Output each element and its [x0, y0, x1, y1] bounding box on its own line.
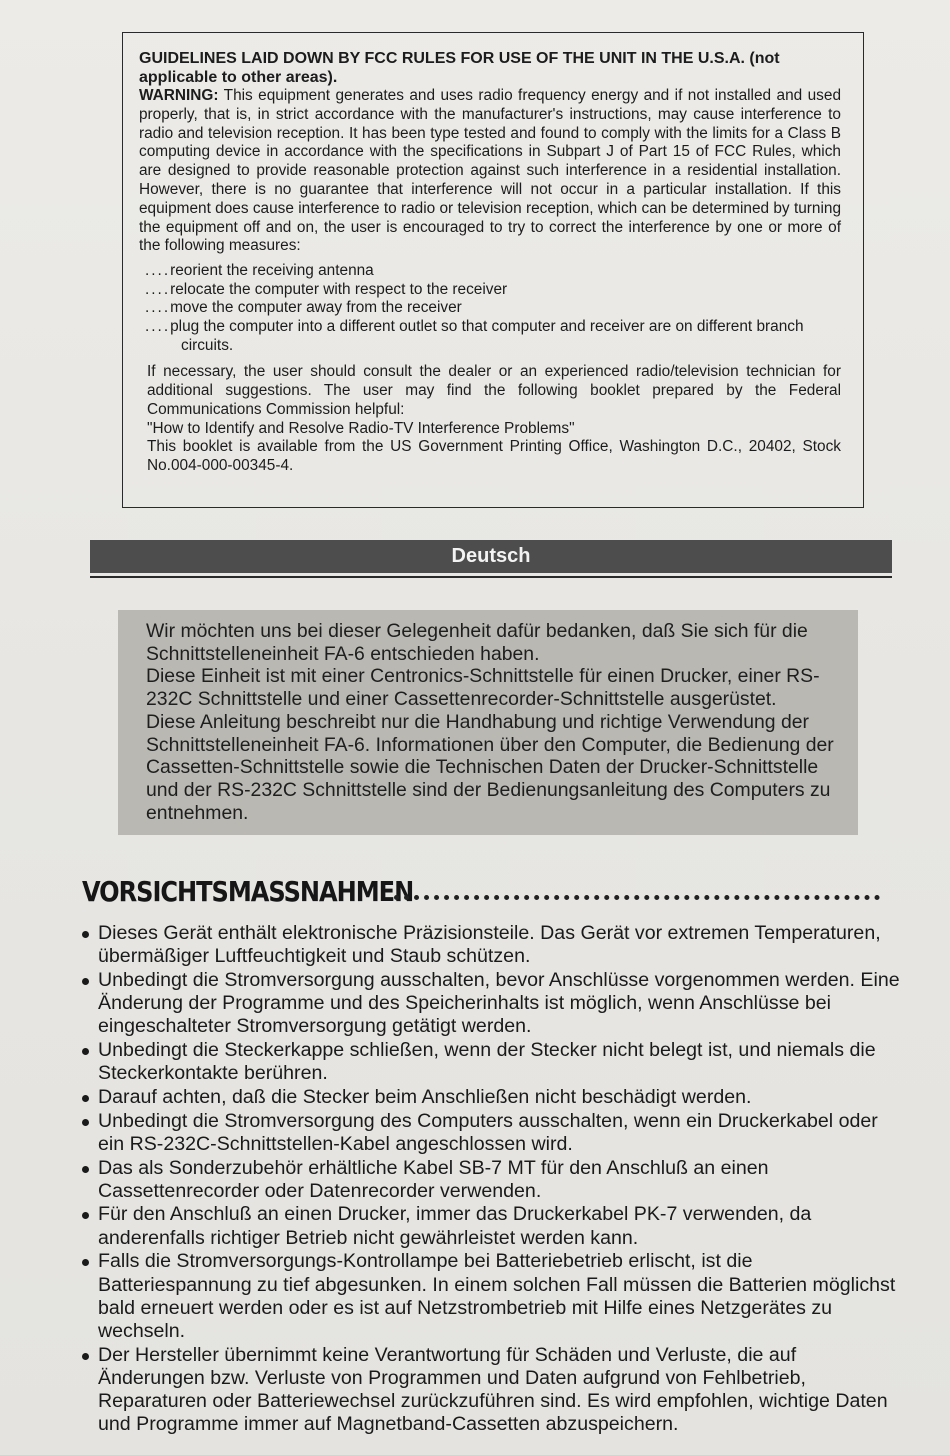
intro-paragraph: Diese Einheit ist mit einer Centronics-Schnittstelle für einen Drucker, einer RS-232C Schnittstelle und einer Cassettenrecorder-Schnittstelle ausgerüstet. — [146, 665, 820, 711]
fcc-warning-label: WARNING: — [139, 87, 219, 104]
precaution-item: Das als Sonderzubehör erhältliche Kabel SB-7 MT für den Anschluß an einen Cassettenrecorder oder Datenrecorder verwenden. — [78, 1157, 908, 1203]
fcc-warning-text: This equipment generates and uses radio frequency energy and if not installed and used properly, that is, in strict accordance with the manufacturer's instructions, may cause interference to radio and television reception. It has been type tested and found to comply with the limits for a Class B computing device in accordance with the specifications in Subpart J of Part 15 of FCC Rules, which are designed to provide reasonable protection against such interference in a residential installation. However, there is no guarantee that interference will not occur in a particular installation. If this equipment does cause interference to radio or television reception, which can be determined by turning the equipment off and on, the user is encouraged to try to correct the interference by one or more of the following measures: — [139, 87, 841, 255]
bullet-icon — [82, 978, 89, 985]
fcc-measure-item: ....reorient the receiving antenna — [145, 262, 374, 280]
language-header-rule — [90, 576, 892, 578]
fcc-measure-item: ....move the computer away from the receiver — [145, 299, 462, 317]
fcc-booklet-info: This booklet is available from the US Government Printing Office, Washington D.C., 20402, Stock No.004-000-00345-4. — [147, 438, 841, 475]
fcc-warning — [139, 87, 841, 256]
precautions-list — [78, 922, 908, 1437]
intro-paragraph: Wir möchten uns bei dieser Gelegenheit dafür bedanken, daß Sie sich für die Schnittstelleneinheit FA-6 entschieden haben. — [146, 620, 808, 665]
fcc-closing-text: If necessary, the user should consult the dealer or an experienced radio/television technician for additional suggestions. The user may find the following booklet prepared by the Federal Communications Commission helpful: — [147, 363, 841, 418]
fcc-guidelines-box — [122, 32, 864, 508]
precautions-heading — [82, 868, 882, 908]
bullet-icon — [82, 1259, 89, 1266]
precautions-dotted-leader — [394, 895, 880, 900]
precaution-item: Dieses Gerät enthält elektronische Präzisionsteile. Das Gerät vor extremen Temperaturen, übermäßiger Luftfeuchtigkeit und Staub schützen. — [78, 922, 908, 968]
bullet-icon — [82, 931, 89, 938]
precaution-item: Darauf achten, daß die Stecker beim Anschließen nicht beschädigt werden. — [78, 1086, 908, 1109]
intro-box — [118, 610, 858, 835]
fcc-closing — [147, 363, 841, 476]
intro-paragraph: Diese Anleitung beschreibt nur die Handhabung und richtige Verwendung der Schnittstelleneinheit FA-6. Informationen über den Computer, die Bedienung der Cassetten-Schnittstelle sowie die Technischen Daten der Drucker-Schnittstelle und der RS-232C Schnittstelle sind der Bedienungsanleitung des Computers zu entnehmen. — [146, 710, 834, 824]
fcc-measure-item: ....plug the computer into a different outlet so that computer and receiver are on different branch circuits. — [145, 317, 804, 354]
precaution-item: Falls die Stromversorgungs-Kontrollampe bei Batteriebetrieb erlischt, ist die Batteriespannung zu tief abgesunken. In einem solchen Fall müssen die Batterien möglichst bald erneuert werden oder es ist auf Netzstrombetrieb mit Hilfe eines Netzgerätes zu wechseln. — [78, 1250, 908, 1343]
fcc-title: GUIDELINES LAID DOWN BY FCC RULES FOR USE OF THE UNIT IN THE U.S.A. (not applicable to other areas). — [139, 50, 780, 86]
fcc-booklet-title: "How to Identify and Resolve Radio-TV Interference Problems" — [147, 419, 575, 437]
bullet-icon — [82, 1212, 89, 1219]
bullet-icon — [82, 1166, 89, 1173]
fcc-measure-item: ....relocate the computer with respect to the receiver — [145, 280, 508, 298]
bullet-icon — [82, 1119, 89, 1126]
precaution-item: Unbedingt die Stromversorgung ausschalten, bevor Anschlüsse vorgenommen werden. Eine Änderung der Programme und des Speicherinhalts ist möglich, wenn Anschlüsse bei eingeschalteter Stromversorgung getätigt werden. — [78, 969, 908, 1039]
bullet-icon — [82, 1353, 89, 1360]
precaution-item: Unbedingt die Steckerkappe schließen, wenn der Stecker nicht belegt ist, und niemals die Steckerkontakte berühren. — [78, 1039, 908, 1085]
precaution-item: Für den Anschluß an einen Drucker, immer das Druckerkabel PK-7 verwenden, da anderenfalls richtiger Betrieb nicht gewährleistet werden kann. — [78, 1203, 908, 1249]
bullet-icon — [82, 1048, 89, 1055]
fcc-measures-list — [145, 262, 841, 355]
bullet-icon — [82, 1095, 89, 1102]
precautions-title: VORSICHTSMASSNAHMEN — [82, 875, 414, 908]
precaution-item: Unbedingt die Stromversorgung des Computers ausschalten, wenn ein Druckerkabel oder ein RS-232C-Schnittstellen-Kabel angeschlossen wird. — [78, 1110, 908, 1156]
language-header-bar: Deutsch — [90, 540, 892, 573]
precaution-item: Der Hersteller übernimmt keine Verantwortung für Schäden und Verluste, die auf Änderungen bzw. Verluste von Programmen und Daten aufgrund von Fehlbetrieb, Reparaturen oder Batteriewechsel zurückzuführen sind. Es wird empfohlen, wichtige Daten und Programme immer auf Magnetband-Cassetten abzuspeichern. — [78, 1344, 908, 1437]
